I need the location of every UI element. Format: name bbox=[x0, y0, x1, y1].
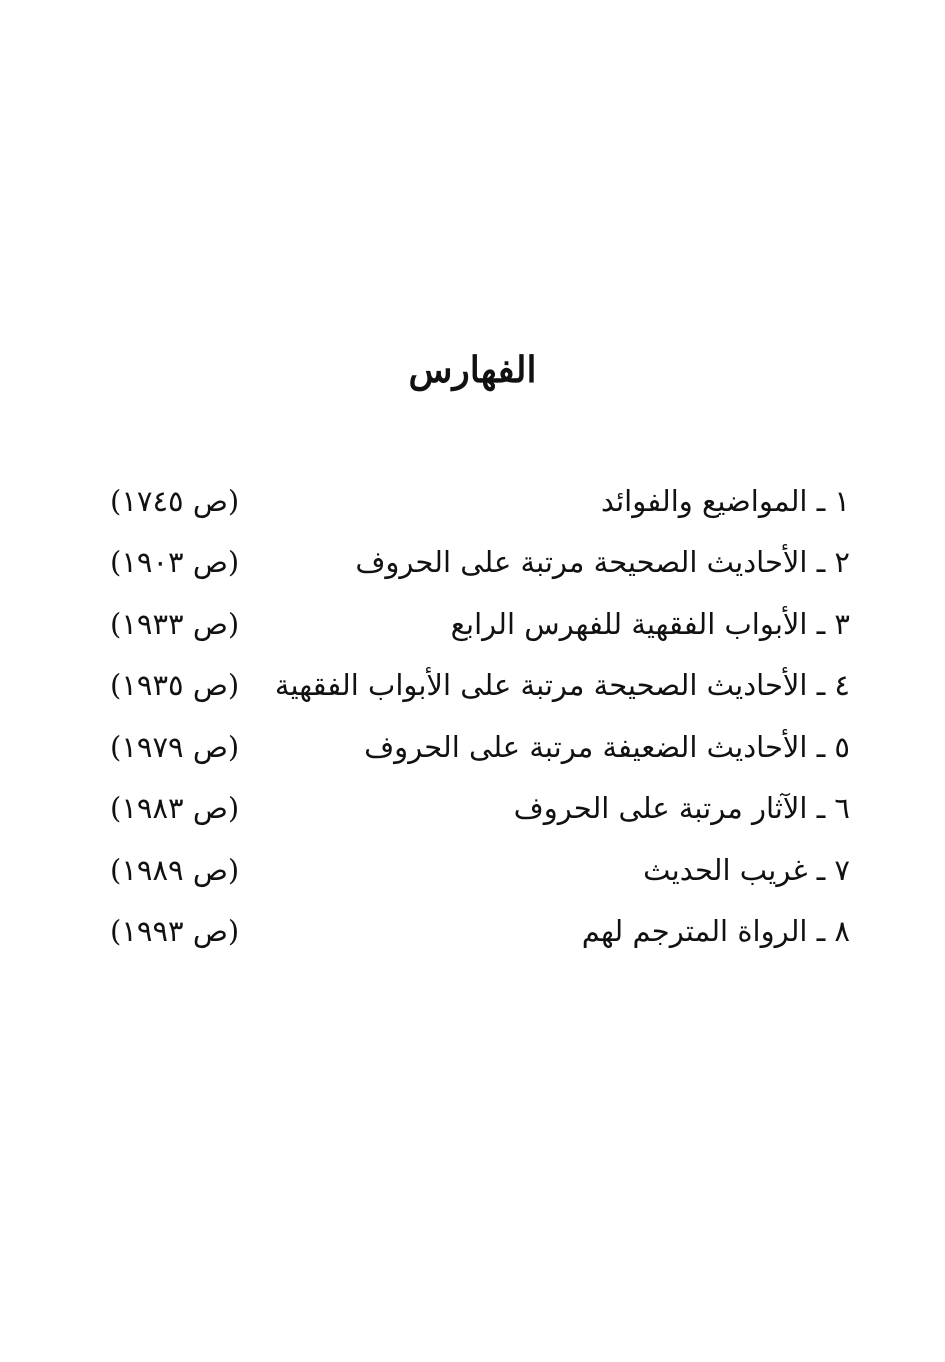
entry-title: ٦ ـ الآثار مرتبة على الحروف bbox=[513, 791, 850, 826]
entry-page-ref: (ص ١٩٧٩) bbox=[110, 729, 240, 764]
index-entry-7 bbox=[110, 839, 850, 901]
entry-title: ٨ ـ الرواة المترجم لهم bbox=[581, 914, 850, 949]
index-list bbox=[110, 470, 850, 962]
index-entry-1 bbox=[110, 470, 850, 532]
index-entry-2 bbox=[110, 532, 850, 594]
entry-page-ref: (ص ١٩٣٥) bbox=[110, 668, 240, 703]
entry-page-ref: (ص ١٩٨٣) bbox=[110, 791, 240, 826]
entry-page-ref: (ص ١٩٣٣) bbox=[110, 606, 240, 641]
index-entry-3 bbox=[110, 593, 850, 655]
index-entry-8 bbox=[110, 901, 850, 963]
index-entry-4 bbox=[110, 655, 850, 717]
index-entry-6 bbox=[110, 778, 850, 840]
entry-title: ١ ـ المواضيع والفوائد bbox=[600, 483, 850, 518]
entry-page-ref: (ص ١٩٨٩) bbox=[110, 852, 240, 887]
index-entry-5 bbox=[110, 716, 850, 778]
entry-title: ٤ ـ الأحاديث الصحيحة مرتبة على الأبواب الفقهية bbox=[274, 668, 850, 703]
entry-page-ref: (ص ١٩٠٣) bbox=[110, 545, 240, 580]
entry-page-ref: (ص ١٩٩٣) bbox=[110, 914, 240, 949]
page-title: الفهارس bbox=[408, 349, 537, 391]
entry-title: ٢ ـ الأحاديث الصحيحة مرتبة على الحروف bbox=[355, 545, 850, 580]
entry-title: ٥ ـ الأحاديث الضعيفة مرتبة على الحروف bbox=[364, 729, 850, 764]
entry-page-ref: (ص ١٧٤٥) bbox=[110, 483, 240, 518]
entry-title: ٧ ـ غريب الحديث bbox=[643, 852, 850, 887]
entry-title: ٣ ـ الأبواب الفقهية للفهرس الرابع bbox=[450, 606, 850, 641]
